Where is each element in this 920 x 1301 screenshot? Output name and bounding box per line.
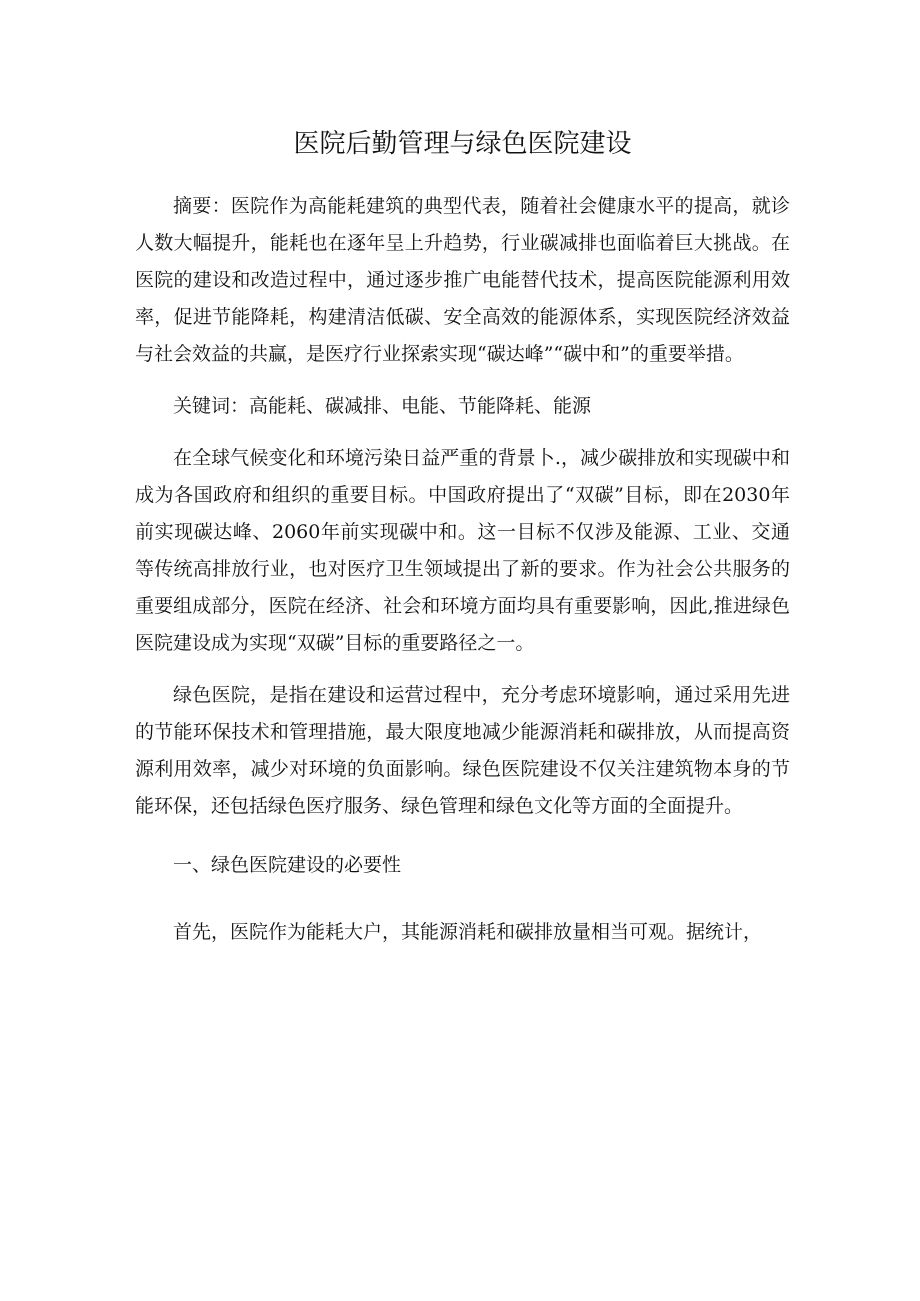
keywords-label: 关键词： [173,395,250,417]
keywords-text: 高能耗、碳减排、电能、节能降耗、能源 [249,395,592,417]
abstract-paragraph [135,188,790,373]
abstract-label: 摘要： [173,195,231,217]
page-title: 医院后勤管理与绿色医院建设 [293,129,632,159]
section-heading: 一、绿色医院建设的必要性 [173,854,402,876]
body-paragraph-1: 在全球气候变化和环境污染日益严重的背景卜.，减少碳排放和实现碳中和成为各国政府和组织的重要目标。中国政府提出了“双碳”目标，即在2030年前实现碳达峰、2060年前实现碳中和。这一目标不仅涉及能源、工业、交通等传统高排放行业，也对医疗卫生领域提出了新的要求。作为社会公共服务的重要组成部分，医院在经济、社会和环境方面均具有重要影响，因此,推进绿色医院建设成为实现“双碳”目标的重要路径之一。 [135,447,790,654]
keywords-paragraph [135,388,790,425]
body-paragraph-2: 绿色医院，是指在建设和运营过程中，充分考虑环境影响，通过采用先进的节能环保技术和管理措施，最大限度地减少能源消耗和碳排放，从而提高资源利用效率，减少对环境的负面影响。绿色医院建设不仅关注建筑物本身的节能环保，还包括绿色医疗服务、绿色管理和绿色文化等方面的全面提升。 [135,684,790,817]
section-paragraph: 首先，医院作为能耗大户，其能源消耗和碳排放量相当可观。据统计， [173,921,763,943]
abstract-text: 医院作为高能耗建筑的典型代表，随着社会健康水平的提高，就诊人数大幅提升，能耗也在逐年呈上升趋势，行业碳减排也面临着巨大挑战。在医院的建设和改造过程中，通过逐步推广电能替代技术，提高医院能源利用效率，促进节能降耗，构建清洁低碳、安全高效的能源体系，实现医院经济效益与社会效益的共赢，是医疗行业探索实现“碳达峰”“碳中和”的重要举措。 [135,195,790,365]
document-body [135,122,790,966]
